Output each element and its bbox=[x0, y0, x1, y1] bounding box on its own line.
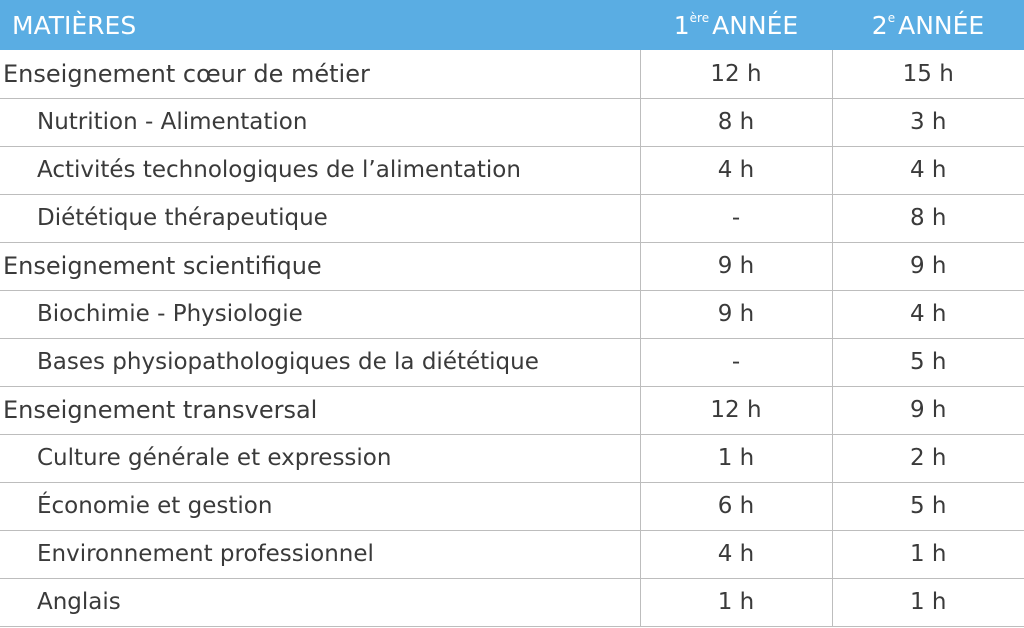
subject-cell: Anglais bbox=[0, 578, 640, 626]
subject-cell: Diététique thérapeutique bbox=[0, 194, 640, 242]
subject-cell: Enseignement transversal bbox=[0, 386, 640, 434]
table-row-group bbox=[0, 386, 1024, 434]
header-year-2-number: 2 bbox=[871, 10, 888, 40]
year-2-hours: 9 h bbox=[832, 242, 1024, 290]
table-row bbox=[0, 434, 1024, 482]
year-2-hours: 15 h bbox=[832, 50, 1024, 98]
year-2-hours: 4 h bbox=[832, 146, 1024, 194]
subject-cell: Culture générale et expression bbox=[0, 434, 640, 482]
table-row bbox=[0, 530, 1024, 578]
header-subjects: MATIÈRES bbox=[0, 0, 640, 50]
year-2-hours: 2 h bbox=[832, 434, 1024, 482]
year-1-hours: 9 h bbox=[640, 290, 832, 338]
year-1-hours: 9 h bbox=[640, 242, 832, 290]
header-year-2-ordinal: e bbox=[887, 10, 896, 25]
year-2-hours: 1 h bbox=[832, 530, 1024, 578]
table-row-group bbox=[0, 50, 1024, 98]
year-1-hours: 6 h bbox=[640, 482, 832, 530]
year-2-hours: 5 h bbox=[832, 482, 1024, 530]
year-1-hours: 1 h bbox=[640, 578, 832, 626]
subject-cell: Économie et gestion bbox=[0, 482, 640, 530]
header-year-1-label: ANNÉE bbox=[712, 10, 799, 40]
table-row-group bbox=[0, 242, 1024, 290]
year-2-hours: 9 h bbox=[832, 386, 1024, 434]
year-1-hours: 12 h bbox=[640, 386, 832, 434]
year-1-hours: - bbox=[640, 338, 832, 386]
year-2-hours: 5 h bbox=[832, 338, 1024, 386]
subject-cell: Environnement professionnel bbox=[0, 530, 640, 578]
table-row bbox=[0, 98, 1024, 146]
year-1-hours: - bbox=[640, 194, 832, 242]
table-row bbox=[0, 146, 1024, 194]
year-1-hours: 4 h bbox=[640, 146, 832, 194]
year-1-hours: 8 h bbox=[640, 98, 832, 146]
subject-cell: Nutrition - Alimentation bbox=[0, 98, 640, 146]
table-body bbox=[0, 50, 1024, 626]
header-year-1-ordinal: ère bbox=[689, 10, 710, 25]
subject-cell: Enseignement cœur de métier bbox=[0, 50, 640, 98]
year-1-hours: 4 h bbox=[640, 530, 832, 578]
year-1-hours: 12 h bbox=[640, 50, 832, 98]
subject-cell: Bases physiopathologiques de la diététique bbox=[0, 338, 640, 386]
year-2-hours: 8 h bbox=[832, 194, 1024, 242]
year-1-hours: 1 h bbox=[640, 434, 832, 482]
year-2-hours: 1 h bbox=[832, 578, 1024, 626]
subject-cell: Activités technologiques de l’alimentation bbox=[0, 146, 640, 194]
subject-cell: Biochimie - Physiologie bbox=[0, 290, 640, 338]
table-row bbox=[0, 338, 1024, 386]
header-year-2 bbox=[832, 0, 1024, 50]
header-row bbox=[0, 0, 1024, 50]
year-2-hours: 4 h bbox=[832, 290, 1024, 338]
table-row bbox=[0, 482, 1024, 530]
year-2-hours: 3 h bbox=[832, 98, 1024, 146]
header-year-1 bbox=[640, 0, 832, 50]
table-row bbox=[0, 578, 1024, 626]
subject-cell: Enseignement scientifique bbox=[0, 242, 640, 290]
header-year-1-number: 1 bbox=[673, 10, 690, 40]
table-row bbox=[0, 194, 1024, 242]
header-year-2-label: ANNÉE bbox=[898, 10, 985, 40]
table-header bbox=[0, 0, 1024, 50]
table-row bbox=[0, 290, 1024, 338]
